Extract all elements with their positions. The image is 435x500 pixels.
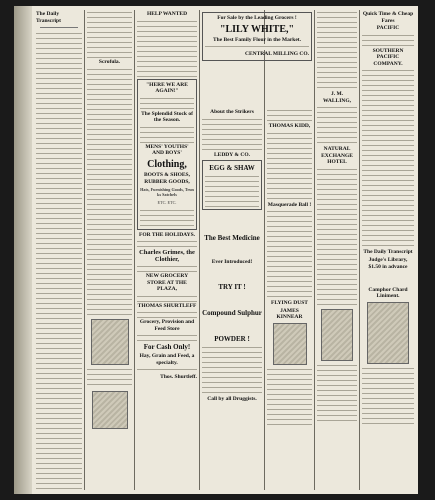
southern-pacific-heading: SOUTHERN PACIFIC COMPANY.	[372, 47, 404, 67]
help-wanted-heading: HELP WANTED	[146, 11, 188, 17]
price-line: $1.50 in advance	[368, 264, 408, 270]
quick-time-heading: Quick Time & Cheap Fares	[362, 11, 414, 24]
article-text	[87, 67, 132, 317]
scrofula-heading: Scrofula.	[98, 59, 121, 65]
try-it-heading: TRY IT !	[218, 282, 246, 291]
here-we-are-ad	[137, 79, 197, 230]
column-rule	[314, 10, 315, 490]
column-rule	[199, 10, 200, 490]
ever-introduced-line: Ever Introduced!	[211, 259, 253, 265]
article-text	[87, 367, 132, 389]
column-editorial	[36, 10, 82, 490]
article-text	[137, 19, 197, 77]
column-rule	[84, 10, 85, 490]
lily-white-ad	[202, 12, 312, 61]
about-strikers-heading: About the Strikers	[210, 109, 254, 115]
figure-illustration	[92, 391, 128, 429]
column-news	[87, 10, 132, 490]
best-medicine-heading: The Best Medicine	[204, 234, 260, 242]
column-hotels	[317, 10, 357, 490]
egg-shaw-ad	[202, 160, 262, 210]
egg-shaw-heading: EGG & SHAW	[209, 164, 255, 172]
for-cash-heading: For Cash Only!	[143, 343, 191, 351]
grimes-heading: Charles Grimes, the Clothier,	[139, 249, 195, 263]
clothing-heading: Clothing,	[147, 158, 187, 170]
woman-portrait-illustration	[273, 323, 307, 365]
compound-heading: Compound Sulphur	[202, 308, 262, 317]
for-holidays-heading: FOR THE HOLIDAYS.	[138, 231, 196, 238]
column-local-ads	[267, 108, 312, 490]
thomas-kidd-heading: THOMAS KIDD,	[268, 123, 311, 129]
shurtleff-heading: THOMAS SHURTLEFF	[137, 302, 197, 309]
lily-white-heading: "LILY WHITE,"	[219, 23, 295, 35]
lady-portrait-illustration	[91, 319, 129, 365]
boots-shoes-heading: BOOTS & SHOES,	[143, 171, 190, 178]
lily-lead-line: For Sale by the Leading Grocers !	[217, 15, 297, 21]
shurtleff-signature: Thos. Shurtleff.	[160, 374, 197, 380]
natural-exchange-heading: NATURAL EXCHANGE HOTEL	[321, 146, 353, 165]
newspaper-page	[14, 6, 418, 494]
column-medicine-ads	[202, 108, 262, 490]
grocery-line: Grocery, Provision and Feed Store	[139, 319, 195, 332]
powder-heading: POWDER !	[214, 334, 250, 343]
masthead-title: The Daily Transcript	[36, 11, 61, 24]
column-ads-clothing	[137, 10, 197, 490]
rubber-goods-line: RUBBER GOODS,	[144, 179, 190, 185]
mens-youths-heading: MENS' YOUTHS' AND BOYS'	[145, 143, 189, 156]
hats-line: Hats, Furnishing Goods, Trunks Satchels	[140, 186, 194, 197]
call-druggists-line: Call by all Druggists.	[207, 395, 257, 402]
etc-line: ETC. ETC.	[157, 199, 177, 205]
pacific-heading: PACIFIC	[376, 25, 400, 31]
judges-library-heading: Judge's Library,	[368, 256, 408, 263]
new-grocery-heading: NEW GROCERY STORE AT THE PLAZA,	[145, 273, 189, 292]
camphor-heading: Camphor Chard Liniment.	[368, 286, 408, 299]
hay-grain-line: Hay, Grain and Feed, a specialty.	[139, 353, 195, 366]
page-fold-shadow	[14, 6, 32, 494]
splendid-stock-line: The Splendid Stock of the Season.	[141, 110, 193, 123]
j-walling-heading: J. M. WALLING,	[323, 91, 351, 104]
leddy-heading: LEDDY & CO.	[213, 151, 250, 158]
article-text	[87, 10, 132, 58]
daily-transcript-heading: The Daily Transcript	[363, 249, 413, 255]
column-rule	[134, 10, 135, 490]
best-flour-line: The Best Family Flour in the Market.	[212, 36, 302, 43]
article-text	[36, 31, 82, 490]
bottle-illustration	[367, 302, 409, 364]
flying-dust-heading: FLYING DUST	[271, 300, 308, 306]
column-rule	[359, 10, 360, 490]
central-milling-line: CENTRAL MILLING CO.	[244, 51, 309, 57]
column-railroad	[362, 10, 414, 490]
here-we-are-heading: "HERE WE ARE AGAIN!"	[146, 81, 188, 94]
medicine-illustration	[321, 309, 353, 361]
masquerade-heading: Masquerade Ball !	[267, 201, 312, 208]
james-kinnear-heading: JAMES KINNEAR	[276, 307, 303, 320]
